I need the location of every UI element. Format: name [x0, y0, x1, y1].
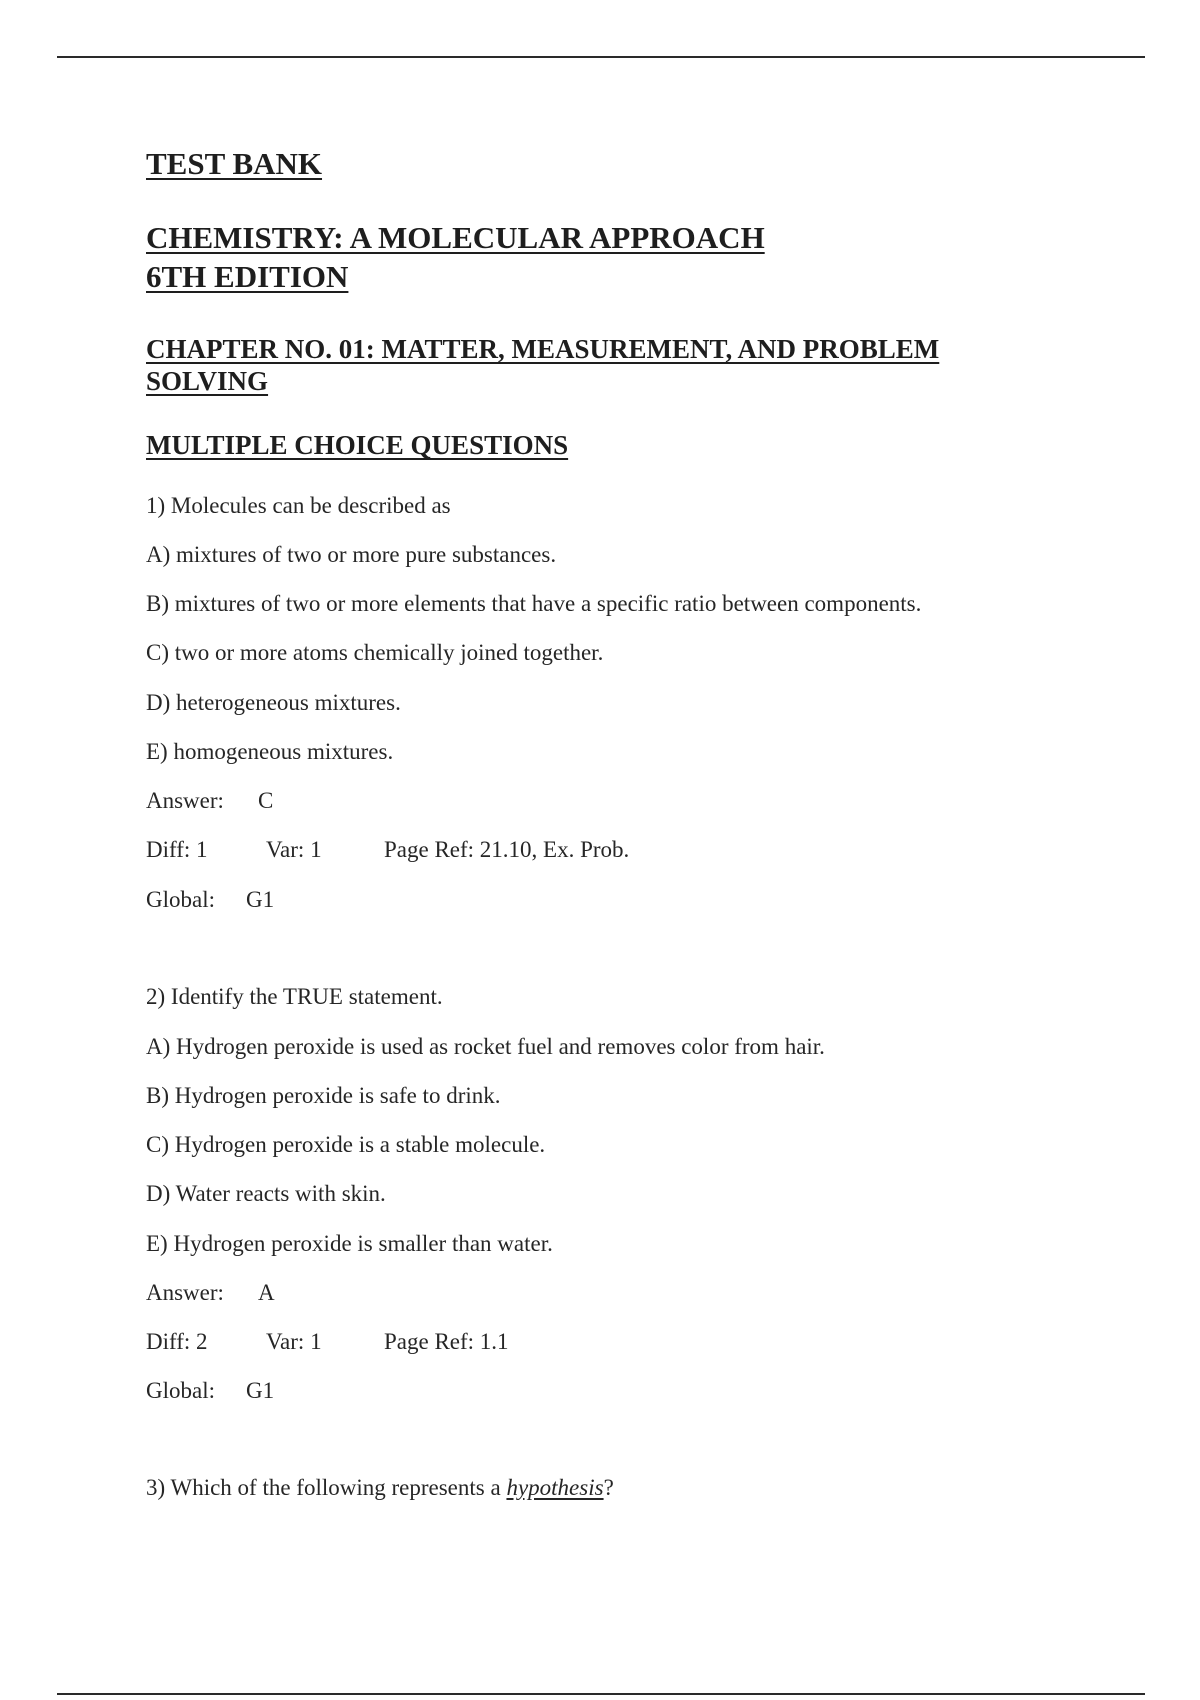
chapter-heading-line-1: CHAPTER NO. 01: MATTER, MEASUREMENT, AND PROBLEM [146, 334, 940, 364]
variant: Var: 1 [266, 837, 322, 862]
answer-value: C [258, 788, 274, 813]
variant: Var: 1 [266, 1329, 322, 1354]
answer-label: Answer: [146, 788, 224, 813]
answer-option: C) two or more atoms chemically joined together. [146, 640, 604, 665]
difficulty: Diff: 1 [146, 837, 208, 862]
book-title-heading: CHEMISTRY: A MOLECULAR APPROACH [146, 220, 765, 255]
answer-option: D) heterogeneous mixtures. [146, 690, 401, 715]
chapter-heading-line-2: SOLVING [146, 366, 269, 396]
global-label: Global: [146, 1378, 215, 1403]
global-line [146, 888, 274, 911]
global-value: G1 [246, 1378, 275, 1403]
answer-option: D) Water reacts with skin. [146, 1181, 386, 1206]
answer-option: C) Hydrogen peroxide is a stable molecule. [146, 1132, 546, 1157]
question-stem-prefix: 3) Which of the following represents a [146, 1475, 507, 1500]
bottom-rule [57, 1693, 1145, 1695]
answer-label: Answer: [146, 1280, 224, 1305]
hypothesis-term: hypothesis [506, 1475, 604, 1500]
meta-line [146, 1330, 509, 1353]
difficulty: Diff: 2 [146, 1329, 208, 1354]
test-bank-heading: TEST BANK [146, 146, 323, 181]
answer-option: E) homogeneous mixtures. [146, 739, 394, 764]
answer-value: A [258, 1280, 275, 1305]
top-rule [57, 56, 1145, 58]
question-stem: 1) Molecules can be described as [146, 493, 451, 518]
page-ref: Page Ref: 1.1 [384, 1329, 509, 1354]
question-stem: 2) Identify the TRUE statement. [146, 984, 443, 1009]
answer-option: B) Hydrogen peroxide is safe to drink. [146, 1083, 501, 1108]
answer-option: B) mixtures of two or more elements that have a specific ratio between components. [146, 591, 922, 616]
question-stem-suffix: ? [603, 1475, 614, 1500]
global-line [146, 1379, 274, 1402]
answer-line [146, 789, 273, 812]
meta-line [146, 838, 629, 861]
answer-option: E) Hydrogen peroxide is smaller than water. [146, 1231, 553, 1256]
question-stem [146, 1476, 614, 1499]
section-heading: MULTIPLE CHOICE QUESTIONS [146, 430, 569, 460]
page-ref: Page Ref: 21.10, Ex. Prob. [384, 837, 630, 862]
edition-heading: 6TH EDITION [146, 259, 349, 294]
answer-option: A) Hydrogen peroxide is used as rocket fuel and removes color from hair. [146, 1034, 825, 1059]
answer-line [146, 1281, 275, 1304]
global-value: G1 [246, 887, 275, 912]
global-label: Global: [146, 887, 215, 912]
answer-option: A) mixtures of two or more pure substances. [146, 542, 557, 567]
